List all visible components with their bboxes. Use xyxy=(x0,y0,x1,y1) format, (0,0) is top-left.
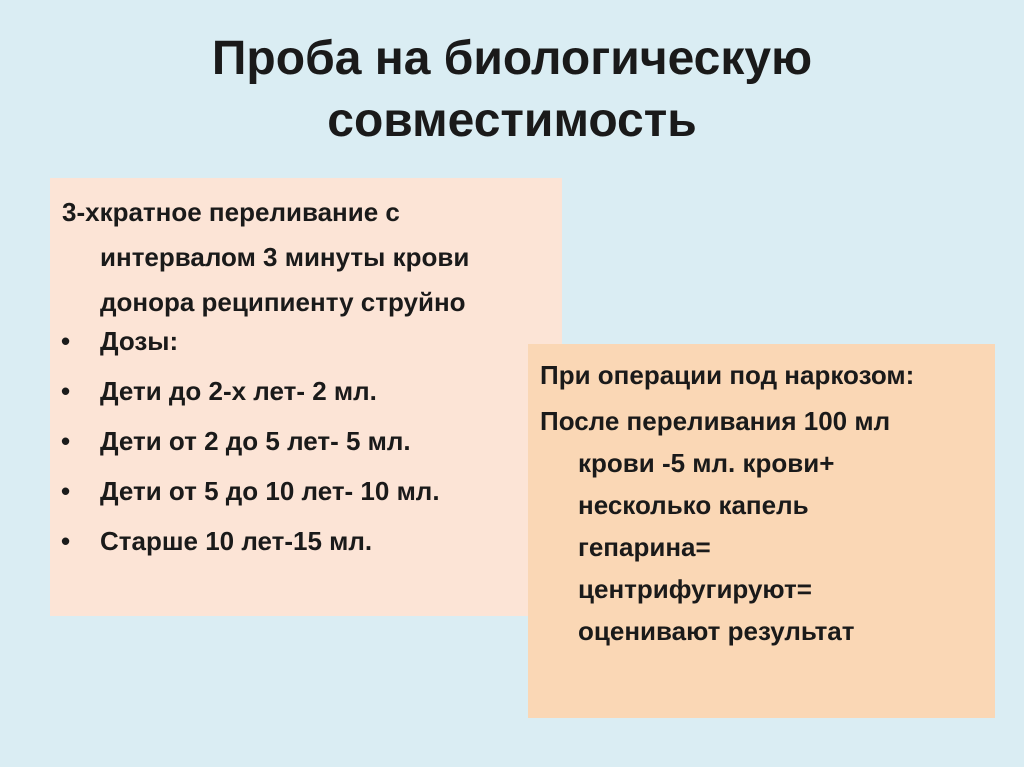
anesthesia-line: гепарина= xyxy=(578,532,711,562)
slide-title xyxy=(0,28,1024,152)
dose-list xyxy=(50,316,440,566)
bullet-icon: • xyxy=(61,326,71,356)
slide-title-line-1: Проба на биологическую xyxy=(211,32,813,85)
bullet-icon: • xyxy=(61,376,71,406)
dose-list-item xyxy=(50,366,440,416)
left-content-box xyxy=(50,178,562,616)
intro-line: 3-хкратное переливание с xyxy=(62,197,400,227)
dose-list-item-text: Старше 10 лет-15 мл. xyxy=(100,526,373,556)
anesthesia-line: несколько капель xyxy=(578,490,809,520)
dose-list-item xyxy=(50,466,440,516)
bullet-icon: • xyxy=(61,476,71,506)
anesthesia-heading: При операции под наркозом: xyxy=(540,360,915,390)
anesthesia-line: центрифугируют= xyxy=(578,574,812,604)
dose-list-item-text: Дети от 5 до 10 лет- 10 мл. xyxy=(100,476,440,506)
intro-line: донора реципиенту струйно xyxy=(100,287,466,317)
bullet-icon: • xyxy=(61,426,71,456)
intro-line: интервалом 3 минуты крови xyxy=(100,242,470,272)
right-content-box xyxy=(528,344,995,718)
bullet-icon: • xyxy=(61,526,71,556)
anesthesia-paragraph xyxy=(540,400,980,652)
slide-title-line-2: совместимость xyxy=(327,94,697,147)
anesthesia-line: крови -5 мл. крови+ xyxy=(578,448,835,478)
anesthesia-line: После переливания 100 мл xyxy=(540,406,891,436)
dose-list-item-text: Дозы: xyxy=(100,326,179,356)
dose-list-item xyxy=(50,316,440,366)
anesthesia-line: оценивают результат xyxy=(578,616,855,646)
dose-list-item-text: Дети от 2 до 5 лет- 5 мл. xyxy=(100,426,411,456)
dose-list-item-text: Дети до 2-х лет- 2 мл. xyxy=(100,376,377,406)
intro-paragraph xyxy=(62,190,552,325)
dose-list-item xyxy=(50,416,440,466)
dose-list-item xyxy=(50,516,440,566)
